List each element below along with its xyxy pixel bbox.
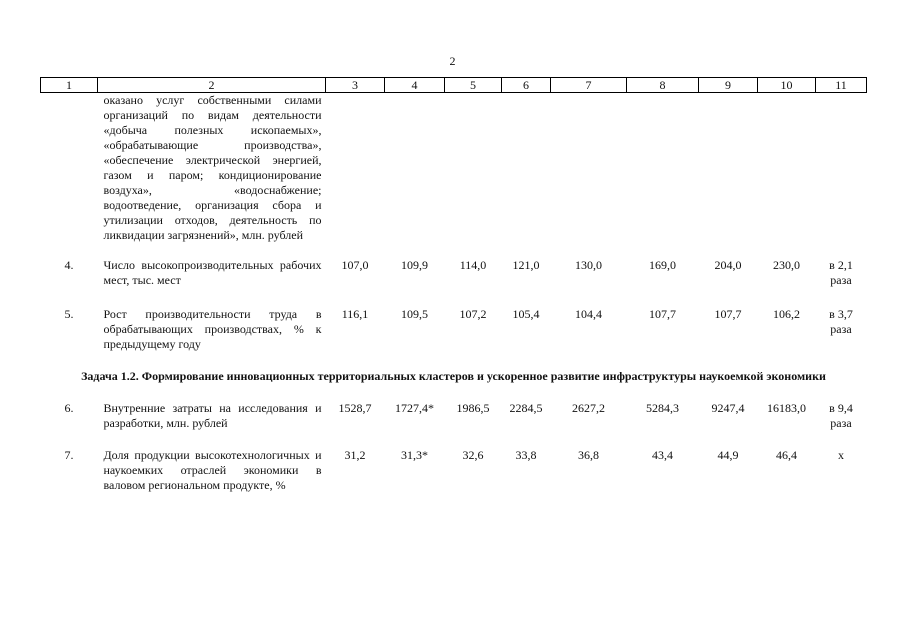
row-number: 6. [64,401,74,415]
row-value [551,93,627,244]
column-number-header [41,78,867,93]
header-col-5: 5 [445,78,502,93]
row-value: 107,7 [714,307,742,321]
row-value: 36,8 [578,448,599,462]
row-value: 9247,4 [711,401,745,415]
row-spacer [41,384,867,401]
row-change [816,448,867,493]
row-value: 31,2 [344,448,366,462]
row-spacer [41,243,867,258]
row-value: 31,3* [401,448,428,462]
row-value: 1528,7 [338,401,372,415]
row-value: 116,1 [341,307,369,321]
row-value: 2627,2 [572,401,605,415]
row-description: оказано услуг собственными силами организаций по видам деятельности «добыча полезных ископаемых», «обрабатывающие производства», «обеспечение электрической энергией, газом и паром; кондиционирование воздуха», «водоснабжение; водоотведение, организация сбора и утилизации отходов, деятельность по ликвидации загрязнений», млн. рублей [103,93,322,242]
task-title-row [41,369,867,384]
header-col-8: 8 [627,78,699,93]
row-number [41,93,98,244]
row-value: 107,2 [459,307,487,321]
header-col-2: 2 [98,78,326,93]
header-col-6: 6 [502,78,551,93]
row-value: 106,2 [773,307,800,321]
header-col-4: 4 [385,78,445,93]
table-row [41,448,867,493]
row-number: 7. [64,448,74,462]
row-value: 46,4 [776,448,797,462]
row-value: 169,0 [649,258,676,272]
row-value: 121,0 [512,258,540,272]
row-change [816,401,867,431]
row-change-line1: х [838,448,844,462]
row-spacer [41,431,867,448]
row-value: 104,4 [575,307,602,321]
header-col-9: 9 [699,78,758,93]
header-col-11: 11 [816,78,867,93]
row-value: 105,4 [512,307,540,321]
table-row [41,307,867,352]
row-change-line1: в 3,7 [829,307,853,321]
row-value: 130,0 [575,258,602,272]
row-value [385,93,445,244]
row-change [816,93,867,244]
row-value: 109,5 [401,307,428,321]
row-value: 33,8 [515,448,537,462]
row-value: 107,7 [649,307,676,321]
row-number: 4. [64,258,74,272]
row-value: 2284,5 [509,401,543,415]
row-spacer [41,352,867,369]
row-change-line1: в 9,4 [829,401,853,415]
row-value: 5284,3 [646,401,679,415]
row-change-line1: в 2,1 [829,258,853,272]
row-value [326,93,385,244]
row-description: Доля продукции высокотехнологичных и наукоемких отраслей экономики в валовом региональном продукте, % [103,448,322,492]
row-change-line2: раза [830,322,852,336]
row-value: 204,0 [714,258,742,272]
row-value: 43,4 [652,448,673,462]
row-value [627,93,699,244]
page-number: 2 [449,54,456,68]
row-change [816,307,867,352]
row-value: 109,9 [401,258,428,272]
row-value [758,93,816,244]
row-value: 1727,4* [395,401,434,415]
row-value: 1986,5 [456,401,490,415]
row-value [699,93,758,244]
row-description: Рост производительности труда в обрабатывающих производствах, % к предыдущему году [103,307,322,351]
indicators-table [40,77,867,493]
row-value [502,93,551,244]
table-row [41,258,867,288]
row-number: 5. [64,307,74,321]
header-col-1: 1 [41,78,98,93]
header-col-7: 7 [551,78,627,93]
row-description: Внутренние затраты на исследования и разработки, млн. рублей [103,401,322,430]
table-row [41,401,867,431]
row-value: 32,6 [462,448,484,462]
row-value: 114,0 [459,258,487,272]
row-change-line2: раза [830,416,852,430]
row-description: Число высокопроизводительных рабочих мест, тыс. мест [103,258,322,287]
row-value: 16183,0 [767,401,806,415]
task-title: Задача 1.2. Формирование инновационных территориальных кластеров и ускоренное развитие инфраструктуры наукоемкой экономики [81,369,826,383]
row-change-line2: раза [830,273,852,287]
row-spacer [41,288,867,307]
row-value: 107,0 [341,258,369,272]
row-value [445,93,502,244]
header-col-10: 10 [758,78,816,93]
row-change [816,258,867,288]
header-col-3: 3 [326,78,385,93]
table-row [41,93,867,244]
row-value: 44,9 [717,448,739,462]
row-value: 230,0 [773,258,800,272]
